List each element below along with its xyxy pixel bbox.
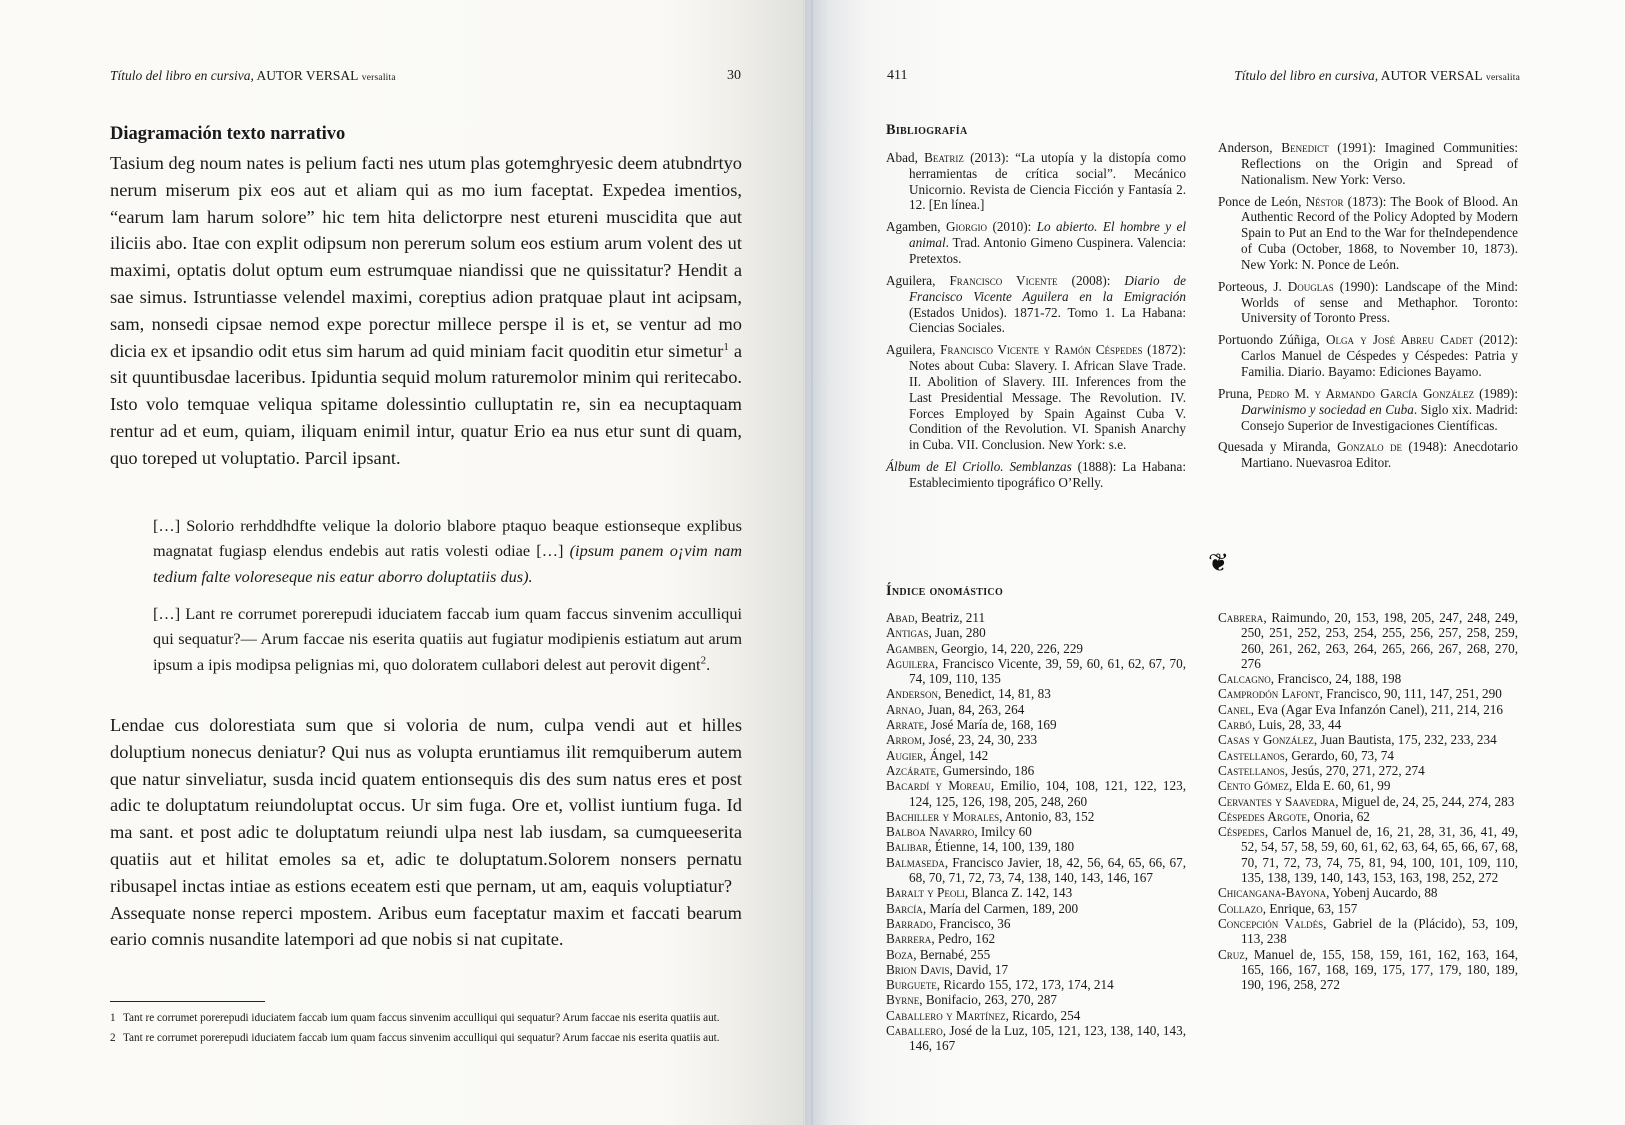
index-pages: , Pedro, 162 [931, 931, 996, 947]
index-pages: , Juan, 84, 263, 264 [921, 701, 1025, 717]
running-head-author: AUTOR VERSAL [253, 68, 359, 83]
index-entry [886, 763, 1186, 778]
bib-year: (2010): [987, 219, 1037, 235]
left-page-number: 30 [727, 68, 741, 83]
bib-title: Diario de Francisco Vicente Aguilera en la Emigración [909, 272, 1187, 304]
index-entry [886, 732, 1186, 747]
index-pages: , Francisco, 36 [932, 915, 1011, 931]
bib-entry [1218, 140, 1518, 187]
index-entry [886, 947, 1186, 962]
index-name: Bacardí y Moreau [886, 778, 991, 794]
index-pages: , Juan Bautista, 175, 232, 233, 234 [1313, 732, 1497, 748]
index-name: Abad [886, 610, 915, 625]
running-head-smallcaps: versalita [361, 73, 396, 83]
index-name: Carbó [1218, 717, 1252, 733]
index-entry [1218, 717, 1518, 732]
index-pages: , Gerardo, 60, 73, 74 [1284, 747, 1394, 763]
index-entry [886, 977, 1186, 992]
bib-author-smallcaps: Benedict [1281, 140, 1329, 155]
index-name: Arrom [886, 732, 923, 748]
index-pages: , Ricardo, 254 [1005, 1007, 1081, 1023]
bib-details: (1991): Imagined Communities: Reflections on the Origin and Spread of Nationalism. New York: Verso. [1241, 140, 1519, 187]
index-entry [1218, 671, 1518, 686]
bib-author: Agamben, [886, 219, 941, 235]
index-entry [1218, 610, 1518, 671]
fleuron-ornament-icon: ❦ [1208, 550, 1229, 577]
index-pages: , Imilcy 60 [974, 824, 1032, 840]
index-name: Cruz [1218, 946, 1245, 962]
right-page-number: 411 [887, 68, 908, 83]
index-name: Boza [886, 946, 914, 962]
index-name: Caballero [886, 1023, 943, 1039]
bib-details: (1873): The Book of Blood. An Authentic Record of the Policy Adopted by Modern Spain to Put an End to the War for theIndependence of Cuba (October, 1868, to November 10, 1873). New York: N. Ponce de León. [1241, 193, 1519, 272]
bib-entry [1218, 194, 1518, 273]
index-name: Cervantes y Saavedra [1218, 793, 1336, 809]
index-entry [886, 962, 1186, 977]
index-pages: , Eva (Agar Eva Infanzón Canel), 211, 214, 216 [1250, 701, 1503, 717]
index-pages: , María del Carmen, 189, 200 [922, 900, 1079, 916]
bib-author-smallcaps: Pedro M. y Armando García González [1257, 385, 1474, 401]
index-name: Castellanos [1218, 762, 1285, 778]
index-name: Byrne [886, 992, 920, 1008]
index-pages: , Onoria, 62 [1306, 808, 1370, 824]
block-quote-2 [153, 601, 742, 677]
bib-author: Anderson, [1218, 140, 1273, 155]
index-entry [1218, 947, 1518, 993]
bib-author-smallcaps: Gonzalo de [1337, 439, 1402, 455]
paragraph-1-end: a sit quuntibusdae laceribus. Ipiduntia sequid molum raturemolor minim qui reritecabo. Isto volo temquae veliqua spitame dolessintio culluptatin re, sin ea necuptaquam rentur ad et eum, quiam, iliquam enimil intur, quatur Erio ea nus etur sunt di quam, quo toreped ut voluptatio. Parcil ipsant. [110, 340, 742, 468]
index-pages: , Miguel de, 24, 25, 244, 274, 283 [1335, 793, 1515, 809]
left-running-head [110, 68, 396, 84]
index-entry [1218, 824, 1518, 885]
index-entry [886, 1008, 1186, 1023]
index-pages: , Blanca Z. 142, 143 [964, 885, 1073, 901]
index-entry [886, 824, 1186, 839]
bib-entry [1218, 439, 1518, 471]
footnote-2 [110, 1031, 742, 1046]
bib-author: Portuondo Zúñiga, [1218, 332, 1320, 348]
index-name: Agamben [886, 640, 935, 656]
index-pages: , Étienne, 14, 100, 139, 180 [928, 839, 1075, 855]
index-name: Barcía [886, 900, 923, 916]
index-name: Balmaseda [886, 854, 945, 870]
index-entry [886, 656, 1186, 687]
index-name: Céspedes [1218, 824, 1265, 840]
index-entry [1218, 763, 1518, 778]
index-entry [1218, 748, 1518, 763]
bib-details: (2013): “La utopía y la distopía como herramientas de crítica social”. Mecánico Unicornio. Revista de Ciencia Ficción y Fantasía 2. 12. [En línea.] [909, 150, 1186, 213]
index-pages: , Yobenj Aucardo, 88 [1326, 885, 1438, 901]
index-name: Aguilera [886, 655, 936, 671]
index-name: Barrado [886, 915, 933, 931]
index-pages: , Carlos Manuel de, 16, 21, 28, 31, 36, 41, 49, 52, 54, 57, 58, 59, 60, 61, 62, 63, 64, 65, 66, 67, 68, 70, 71, 72, 73, 74, 75, 81, 94, 100, 101, 109, 110, 135, 138, 139, 140, 143, 153, 163, 198, 252, 272 [1241, 824, 1518, 886]
index-name: Balibar [886, 839, 929, 855]
index-entry [886, 686, 1186, 701]
section-heading: Diagramación texto narrativo [110, 124, 346, 144]
footnote-number: 1 [110, 1012, 116, 1024]
paragraph-1-text: Tasium deg noum nates is pelium facti nes utum plas gotemghryesic deem atubndrtyo nerum miserum pix eos aut et aliam qui as mo ium faceptat. Expedea imentios, “earum lam harum solore” hic tem hita delictorpre nest etureni muscidita que aut iliciis abo. Itae con explit odipsum non pererum solum eos estium arum volent des ut maximi, optatis dolut optum eum estrumquae niandissi que ne quissitatur? Hendit a sae simus. Istruntiasse velendel maximi, coreptius adion pratquae plaut int acipsam, sam, nonsedi cipsae nemod expe porectur millece perspe il is et, se ventur ad mo dicia ex et ipsandio odit etus sim harum ad quid miniam facit quoditin etur simetur [110, 153, 742, 361]
index-entry [886, 839, 1186, 854]
index-name: Caballero y Martínez [886, 1007, 1006, 1023]
index-entry [886, 855, 1186, 886]
block-quote-1 [153, 513, 742, 589]
index-pages: , Francisco Vicente, 39, 59, 60, 61, 62, 67, 70, 74, 109, 110, 135 [909, 655, 1186, 687]
index-column-1 [886, 610, 1186, 1054]
bib-author-smallcaps: Francisco Vicente [949, 272, 1058, 288]
bib-author-smallcaps: Beatriz [924, 150, 964, 165]
bib-entry [886, 273, 1186, 336]
bib-details: . Siglo xix. Madrid: Consejo Superior de Investigaciones Científicas. [1241, 401, 1518, 433]
running-head-title: Título del libro en cursiva, [1234, 68, 1379, 83]
index-entry [1218, 885, 1518, 900]
bib-author: Aguilera, [886, 342, 936, 358]
running-head-smallcaps: versalita [1486, 73, 1520, 83]
index-entry [886, 885, 1186, 900]
running-head-author: AUTOR VERSAL [1378, 68, 1483, 83]
bib-details: . Trad. Antonio Gimeno Cuspinera. Valencia: Pretextos. [909, 235, 1186, 266]
index-entry [886, 992, 1186, 1007]
index-name: Calcagno [1218, 671, 1271, 687]
index-entry [1218, 916, 1518, 947]
footnote-text: Tant re corrumet porerepudi iduciatem faccab ium quam faccus sinvenim acculliqui qui sequatur? Arum faccae nis eserita quatiis aut. [123, 1012, 720, 1024]
bib-author: Quesada y Miranda, [1218, 439, 1331, 455]
footnote-text: Tant re corrumet porerepudi iduciatem faccab ium quam faccus sinvenim acculliqui qui sequatur? Arum faccae nis eserita quatiis aut. [123, 1031, 720, 1044]
index-entry [886, 748, 1186, 763]
index-name: Arnao [886, 701, 922, 717]
index-name: Brion Davis [886, 961, 950, 977]
bib-author-smallcaps: Douglas [1287, 278, 1334, 294]
index-pages: , José de la Luz, 105, 121, 123, 138, 140, 143, 146, 167 [909, 1023, 1187, 1054]
index-pages: , Antonio, 83, 152 [999, 808, 1095, 824]
index-pages: , Bernabé, 255 [913, 946, 991, 962]
index-pages: , Juan, 280 [928, 625, 986, 641]
quote-2-end: . [706, 654, 711, 674]
book-spine [811, 0, 813, 1125]
index-entry [1218, 794, 1518, 809]
index-pages: , Manuel de, 155, 158, 159, 161, 162, 163, 164, 165, 166, 167, 168, 169, 175, 177, 179, 180, 189, 190, 196, 258, 272 [1241, 946, 1518, 993]
bib-details: (1872): Notes about Cuba: Slavery. I. African Slave Trade. II. Abolition of Slavery. III. Inferences from the Last Presidential Message. The Revolution. IV. Forces Employed by Spain Against Cuba V. Condition of the Revolution. VI. Spanish Anarchy in Cuba. VII. Conclusion. New York: s.e. [909, 342, 1186, 453]
index-name: Canel [1218, 701, 1251, 717]
index-name: Arrate [886, 717, 925, 733]
index-name: Antigas [886, 625, 929, 641]
index-pages: , Enrique, 63, 157 [1262, 900, 1358, 916]
index-name: Céspedes Argote [1218, 808, 1307, 824]
index-name: Azcárate [886, 762, 937, 778]
index-pages: , José, 23, 24, 30, 233 [922, 732, 1038, 748]
bib-year: (2008): [1057, 272, 1125, 288]
bib-details: (1948): Anecdotario Martiano. Nuevasroa Editor. [1241, 439, 1519, 471]
index-name: Balboa Navarro [886, 824, 975, 840]
bib-details: (1888): La Habana: Establecimiento tipográfico O’Relly. [909, 459, 1186, 490]
index-name: Barrera [886, 931, 932, 947]
index-entry [1218, 732, 1518, 747]
paragraph-2: Lendae cus dolorestiata sum que si voloria de num, culpa vendi aut et hilles doluptium nonecus deniatur? Qui nus as volupta eruntiamus ilit remquiberum autem que natur sinveliatur, susda incid quatem entionsequis dis des sum natus eres et post adic te doluptatum reiundoluptat occus. Ur sim fuga. Ore et, vollist iuntium fuga. Id ma sant. et post adic te doluptatum reiundi ulpa nest lab iusdam, sa cumqueeserita quatiis aut et hilitat emoles sa et, adic te doluptatum.Solorem nonsers pernatu ribusapel inctas intiae as estions eceatem esti que pernam, ut am, eaquis voluptiatur? [110, 715, 742, 896]
index-pages: , Bonifacio, 263, 270, 287 [919, 992, 1058, 1008]
bib-entry [886, 459, 1186, 491]
bibliography-heading: Bibliografía [886, 122, 968, 138]
index-pages: , Elda E. 60, 61, 99 [1288, 778, 1391, 794]
bibliography-column-1 [886, 150, 1186, 497]
index-entry [886, 625, 1186, 640]
index-entry [886, 641, 1186, 656]
footnote-ref-2[interactable]: 2 [700, 654, 707, 667]
index-pages: , Ángel, 142 [923, 747, 989, 763]
index-pages: , Luis, 28, 33, 44 [1251, 717, 1342, 733]
index-name: Camprodón Lafont [1218, 686, 1320, 702]
index-name: Augier [886, 747, 924, 763]
quote-2-text: […] Lant re corrumet porerepudi iduciatem faccab ium quam faccus sinvenim acculliqui qui sequatur?— Arum faccae nis eserita quatiis aut fugiatur modipienis estiatum aut arum ipsum a ipis modipsa pelignias mi, quo doloratem cullabori delest aut perovit digent [153, 604, 742, 674]
index-entry [1218, 809, 1518, 824]
bib-entry [886, 342, 1186, 453]
right-running-head [1234, 68, 1520, 84]
index-pages: , Beatriz, 211 [914, 610, 986, 625]
index-entry [886, 717, 1186, 732]
bib-author: Porteous, J. [1218, 278, 1282, 294]
index-name: Baralt y Peoli [886, 885, 965, 901]
footnote-rule [110, 1001, 265, 1002]
footnote-1 [110, 1011, 742, 1026]
footnotes [110, 1011, 742, 1050]
index-pages: , Francisco, 24, 188, 198 [1270, 671, 1402, 687]
bib-year: (1989): [1473, 385, 1518, 401]
index-name: Bachiller y Morales [886, 808, 1000, 824]
index-entry [886, 901, 1186, 916]
index-name: Cabrera [1218, 610, 1264, 625]
bib-entry [1218, 279, 1518, 326]
index-entry [886, 931, 1186, 946]
index-pages: , Raimundo, 20, 153, 198, 205, 247, 248, 249, 250, 251, 252, 253, 254, 255, 256, 257, 258, 259, 260, 261, 262, 263, 264, 265, 266, 267, 268, 270, 276 [1241, 610, 1518, 671]
index-entry [1218, 686, 1518, 701]
bib-title: Darwinismo y sociedad en Cuba [1241, 401, 1414, 417]
bib-author-smallcaps: Giorgio [946, 219, 988, 235]
bib-author-smallcaps: Francisco Vicente y Ramón Céspedes [940, 342, 1143, 358]
paragraph-1 [110, 150, 742, 472]
index-entry [886, 1023, 1186, 1054]
bib-author: Ponce de León, [1218, 193, 1302, 209]
index-pages: , Emilio, 104, 108, 121, 122, 123, 124, 125, 126, 198, 205, 248, 260 [909, 778, 1186, 809]
bib-entry [1218, 386, 1518, 433]
bib-author: Abad, [886, 150, 918, 165]
index-entry [886, 610, 1186, 625]
bibliography-column-2 [1218, 140, 1518, 477]
bib-entry [886, 150, 1186, 213]
index-pages: , Ricardo 155, 172, 173, 174, 214 [936, 977, 1114, 993]
index-entry [886, 809, 1186, 824]
quote-1-italic: (ipsum panem o¡vim nam tedium falte voloreseque nis eatur aborro doluptatiis dus). [153, 541, 742, 586]
index-pages: , David, 17 [949, 961, 1009, 977]
bib-details: (Estados Unidos). 1871-72. Tomo 1. La Habana: Ciencias Sociales. [909, 304, 1186, 336]
page-gutter [803, 0, 804, 1125]
bib-title: Lo abierto. El hombre y el animal [909, 219, 1187, 251]
index-name: Collazo [1218, 900, 1263, 916]
index-name: Cento Gómez [1218, 778, 1289, 794]
bib-title: Álbum de El Criollo. Semblanzas [886, 459, 1072, 475]
index-name: Chicangana-Bayona [1218, 885, 1327, 901]
index-heading: Índice onomástico [886, 583, 1004, 599]
bib-entry [886, 219, 1186, 266]
footnote-ref-1[interactable]: 1 [723, 340, 729, 353]
index-name: Concepción Valdés [1218, 915, 1324, 931]
index-entry [1218, 901, 1518, 916]
index-pages: , Jesús, 270, 271, 272, 274 [1284, 762, 1425, 778]
index-name: Castellanos [1218, 747, 1285, 763]
index-name: Casas y González [1218, 732, 1314, 748]
index-column-2 [1218, 610, 1518, 992]
index-pages: , Francisco Javier, 18, 42, 56, 64, 65, 66, 67, 68, 70, 71, 72, 73, 74, 138, 140, 143, 146, 167 [909, 854, 1186, 886]
quote-1-text: […] Solorio rerhddhdfte velique la dolorio blabore ptaquo beaque estionseque explibus magnatat fugiasp elendus endebis aut ratis volesti odiae […] [153, 516, 742, 561]
bib-author-smallcaps: Néstor [1305, 193, 1344, 209]
paragraph-3: Assequate nonse reperci mpostem. Aribus eum faceptatur maxim et faccati bearum eario comnis nusandite latempori ad que nobis si nat cupitate. [110, 902, 742, 950]
bib-entry [1218, 332, 1518, 379]
bib-details: (1990): Landscape of the Mind: Worlds of sense and Methaphor. Toronto: University of Toronto Press. [1241, 278, 1519, 326]
index-pages: , Gabriel de la (Plácido), 53, 109, 113, 238 [1241, 915, 1518, 947]
index-pages: , Benedict, 14, 81, 83 [938, 686, 1051, 702]
index-entry [1218, 702, 1518, 717]
index-entry [886, 916, 1186, 931]
index-pages: , Gumersindo, 186 [936, 762, 1035, 778]
paragraph-2-3 [110, 712, 742, 953]
index-name: Anderson [886, 686, 939, 702]
running-head-title: Título del libro en cursiva, [110, 68, 254, 83]
index-pages: , Georgio, 14, 220, 226, 229 [934, 640, 1084, 656]
footnote-number: 2 [110, 1031, 116, 1044]
index-pages: , José María de, 168, 169 [924, 717, 1057, 733]
bib-author: Pruna, [1218, 385, 1253, 401]
index-entry [1218, 778, 1518, 793]
index-entry [886, 778, 1186, 809]
bib-author: Aguilera, [886, 272, 936, 288]
index-name: Burguete [886, 977, 937, 993]
bib-details: (2012): Carlos Manuel de Céspedes y Céspedes: Patria y Familia. Diario. Bayamo: Ediciones Bayamo. [1241, 332, 1518, 379]
index-entry [886, 702, 1186, 717]
bib-author-smallcaps: Olga y José Abreu Cadet [1325, 332, 1473, 348]
index-pages: , Francisco, 90, 111, 147, 251, 290 [1319, 686, 1502, 702]
